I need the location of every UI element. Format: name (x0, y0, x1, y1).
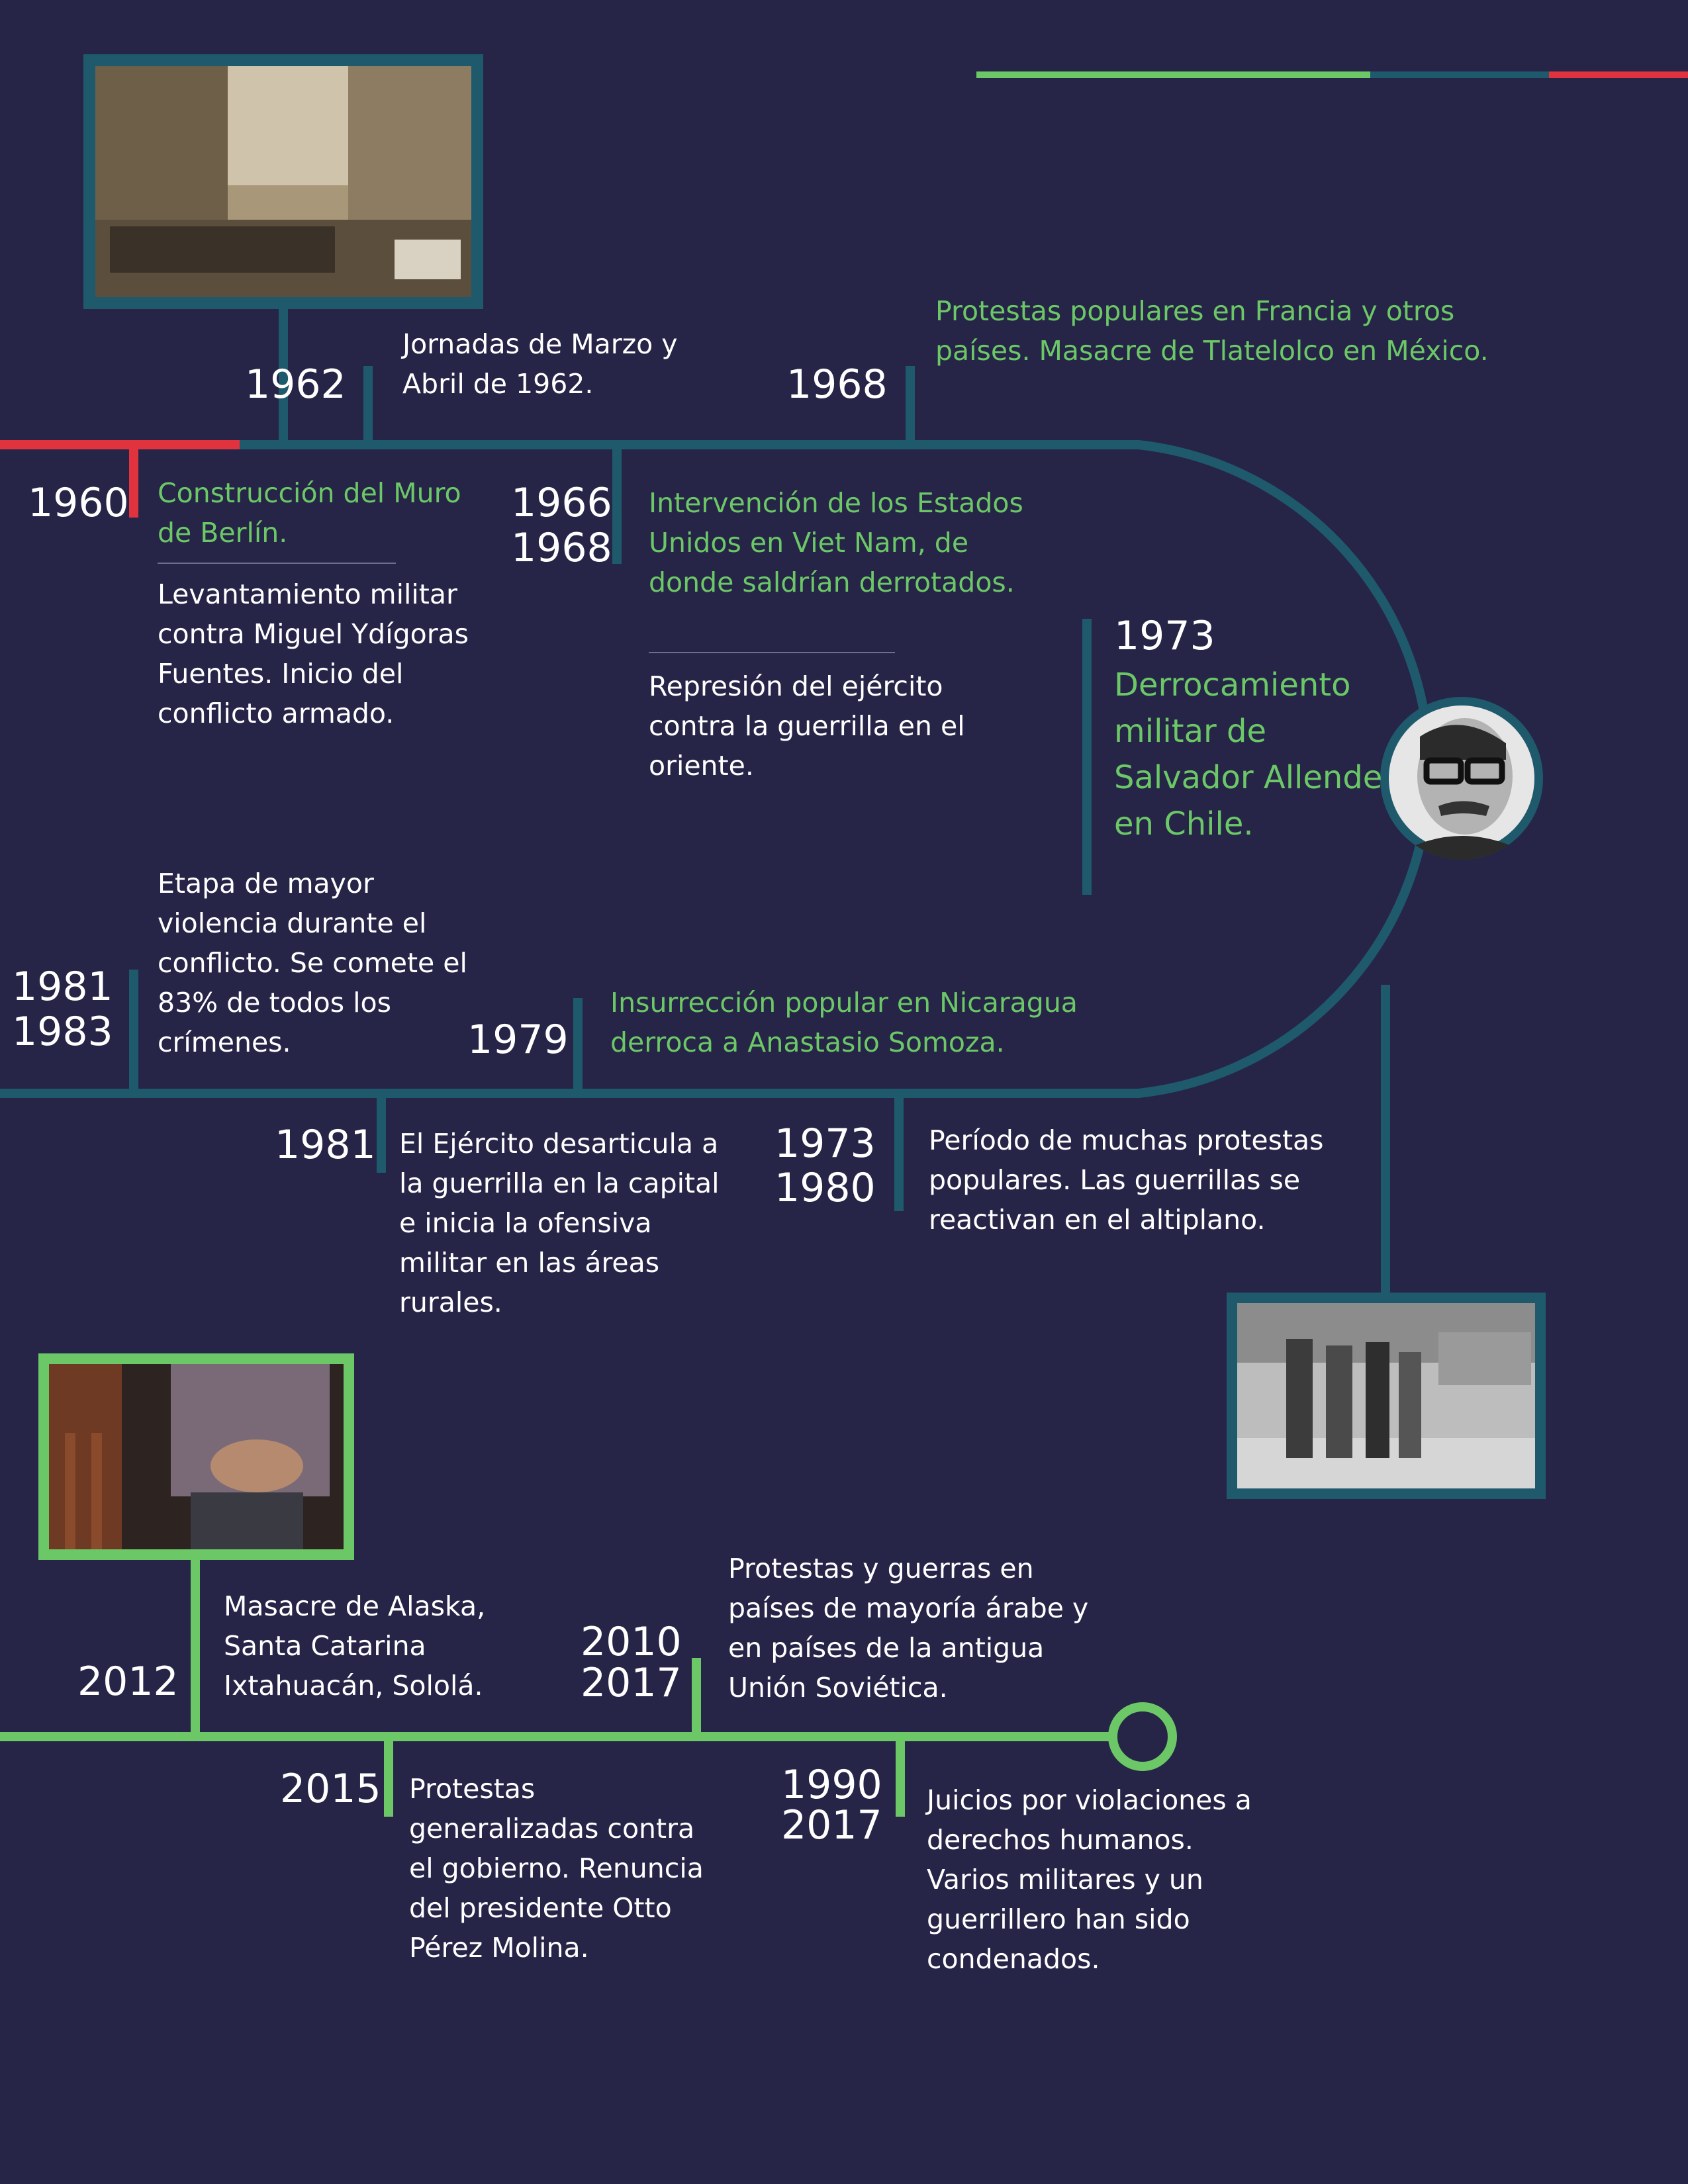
year-2010-end: 2017 (581, 1660, 682, 1706)
year-2012: 2012 (77, 1659, 179, 1705)
photo-handcuffs (38, 1353, 354, 1560)
event-1962-text: Jornadas de Marzo y Abril de 1962. (402, 328, 678, 400)
event-2010-text: Protestas y guerras en países de mayoría árabe y en países de la antigua Unión Soviética. (728, 1553, 1089, 1704)
event-1973-green-text: Derrocamiento militar de Salvador Allende en Chile. (1114, 666, 1383, 842)
year-1973b: 1973 (774, 1120, 876, 1167)
event-1979-green-text: Insurrección popular en Nicaragua derroca a Anastasio Somoza. (610, 987, 1078, 1058)
year-1990-end: 2017 (781, 1802, 882, 1848)
year-2015: 2015 (280, 1766, 381, 1812)
photo-march-1962 (83, 54, 483, 309)
photo-allende (1380, 697, 1543, 860)
event-1966-divider (649, 652, 895, 653)
riot-police-image (1227, 1293, 1546, 1499)
event-1968-text: Protestas populares en Francia y otros países. Masacre de Tlatelolco en México. (935, 295, 1489, 367)
event-2012-text: Masacre de Alaska, Santa Catarina Ixtahuacán, Sololá. (224, 1590, 486, 1702)
event-1960-green-text: Construcción del Muro de Berlín. (158, 477, 461, 549)
year-1968: 1968 (786, 361, 888, 408)
event-1960-text: Levantamiento militar contra Miguel Ydígoras Fuentes. Inicio del conflicto armado. (158, 578, 469, 729)
sepia-march-image (83, 54, 483, 309)
year-1973: 1973 (1114, 613, 1215, 659)
year-1981a: 1981 (12, 964, 113, 1010)
year-1990: 1990 (781, 1762, 882, 1808)
year-1960: 1960 (28, 480, 129, 526)
event-1981b-text: El Ejército desarticula a la guerrilla en la capital e inicia la ofensiva militar en las áreas rurales. (399, 1128, 720, 1318)
year-1973b-end: 1980 (774, 1165, 876, 1211)
event-2015-text: Protestas generalizadas contra el gobierno. Renuncia del presidente Otto Pérez Molina. (409, 1773, 704, 1964)
year-1981b: 1981 (275, 1122, 376, 1168)
photo-riot-police (1227, 1293, 1546, 1499)
year-1981a-end: 1983 (12, 1009, 113, 1055)
event-1973b-text: Período de muchas protestas populares. Las guerrillas se reactivan en el altiplano. (929, 1124, 1324, 1236)
allende-portrait-image (1380, 697, 1543, 860)
event-1966-green-text: Intervención de los Estados Unidos en Viet Nam, de donde saldrían derrotados. (649, 487, 1023, 598)
year-1966-end: 1968 (511, 525, 612, 571)
event-1990-text: Juicios por violaciones a derechos humanos. Varios militares y un guerrillero han sido condenados. (927, 1784, 1252, 1975)
handcuffs-image (38, 1353, 354, 1560)
timeline-end-circle (1113, 1707, 1172, 1766)
year-1979: 1979 (467, 1017, 569, 1063)
year-2010: 2010 (581, 1619, 682, 1665)
year-1962: 1962 (245, 361, 346, 408)
event-1960-divider (158, 563, 396, 564)
event-1981a-text: Etapa de mayor violencia durante el conflicto. Se comete el 83% de todos los crímenes. (158, 868, 467, 1058)
year-1966: 1966 (511, 480, 612, 526)
event-1966-text: Represión del ejército contra la guerrilla en el oriente. (649, 670, 965, 782)
